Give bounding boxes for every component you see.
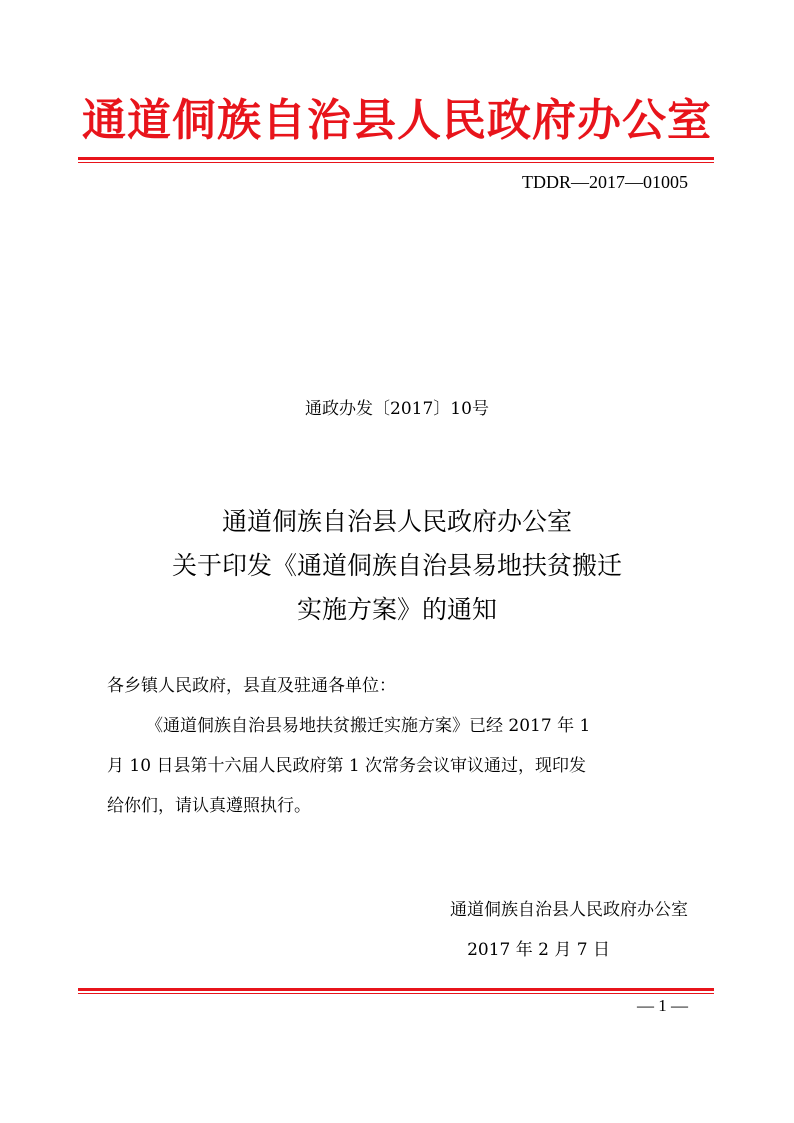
document-title-line-3: 实施方案》的通知 [296, 595, 497, 624]
issuing-organ-title: 通道侗族自治县人民政府办公室 [82, 95, 712, 146]
document-title-line-1: 通道侗族自治县人民政府办公室 [221, 507, 572, 536]
body-line-1: 《通道侗族自治县易地扶贫搬迁实施方案》已经 2017 年 1 [146, 716, 591, 736]
header-red-rule-thick [78, 157, 714, 160]
page-number: — 1 — [637, 996, 688, 1015]
document-code: TDDR—2017—01005 [522, 172, 688, 192]
body-line-3: 给你们，请认真遵照执行。 [107, 796, 311, 816]
document-number: 通政办发〔2017〕10号 [305, 399, 489, 419]
body-line-2: 月 10 日县第十六届人民政府第 1 次常务会议审议通过，现印发 [107, 756, 587, 776]
footer-red-rule-thin [78, 993, 714, 994]
footer-red-rule-thick [78, 988, 714, 991]
document-title-line-2: 关于印发《通道侗族自治县易地扶贫搬迁 [171, 551, 622, 580]
signature-date: 2017 年 2 月 7 日 [467, 940, 610, 960]
signature-organ: 通道侗族自治县人民政府办公室 [450, 900, 688, 920]
header-red-rule-thin [78, 162, 714, 163]
salutation: 各乡镇人民政府，县直及驻通各单位： [107, 676, 396, 696]
